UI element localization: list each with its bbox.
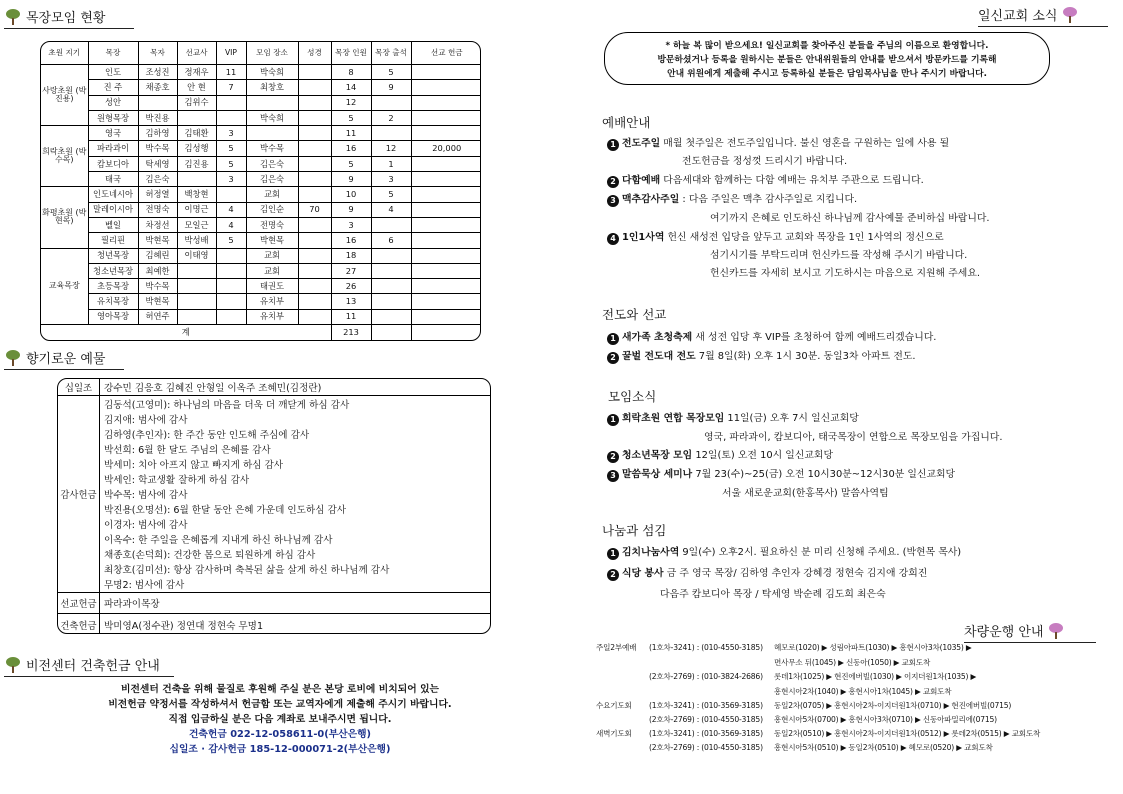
news-section-header <box>978 5 1108 24</box>
table-cell <box>411 279 481 294</box>
table-row <box>41 202 481 217</box>
table-cell <box>298 294 331 309</box>
worship-item-3-sub: 여기까지 은혜로 인도하신 하나님께 감사예물 준비하십 바랍니다. <box>710 213 990 224</box>
table-cell: 김은숙 <box>246 172 298 187</box>
vision-title: 비전센터 건축헌금 안내 <box>26 659 160 674</box>
table-cell: 유치부 <box>246 294 298 309</box>
table-row <box>41 95 481 110</box>
table-cell <box>411 233 481 248</box>
vehicle-service: 수요기도회 <box>596 701 632 710</box>
thanks-line: 박수목: 범사에 감사 <box>104 490 188 501</box>
thanks-line: 박세미: 치아 아프지 않고 빠지게 하심 감사 <box>104 460 284 471</box>
column-header: 목장 인원 <box>331 42 371 64</box>
total-empty-cell <box>371 324 411 340</box>
vehicle-section-header <box>964 621 1096 640</box>
column-header: 초원 지기 <box>41 42 88 64</box>
table-cell <box>411 217 481 232</box>
table-cell: 20,000 <box>411 141 481 156</box>
table-cell: 전명숙 <box>246 217 298 232</box>
table-cell: 김성행 <box>177 141 216 156</box>
table-cell: 3 <box>216 172 246 187</box>
table-cell <box>177 309 216 324</box>
table-cell: 5 <box>216 233 246 248</box>
table-cell: 초등목장 <box>88 279 138 294</box>
table-cell <box>177 279 216 294</box>
tithe-row <box>58 379 490 396</box>
table-cell: 11 <box>216 64 246 79</box>
table-cell <box>246 126 298 141</box>
vehicle-route: 롯데1차(1025) ▶ 현진에버빌(1030) ▶ 이지더원1차(1035) ▶ <box>774 672 977 681</box>
tithe-names: 강수민 김응호 김혜진 안형일 이옥주 조혜민(김정란) <box>104 383 322 394</box>
vehicle-route: 흥현시아5차(0510) ▶ 동일2차(0510) ▶ 혜모로(0520) ▶ 교회도착 <box>774 743 993 752</box>
table-cell: 차정선 <box>138 217 177 232</box>
table-cell <box>371 248 411 263</box>
table-row <box>41 156 481 171</box>
worship-item-1: 1 전도주일 매월 첫주일은 전도주일입니다. 불신 영혼을 구원하는 일에 사용 될 <box>607 135 949 151</box>
table-cell: 필리핀 <box>88 233 138 248</box>
vehicle-service: 새벽기도회 <box>596 729 632 738</box>
column-header: VIP <box>216 42 246 64</box>
table-cell: 1 <box>371 156 411 171</box>
table-cell: 안 현 <box>177 80 216 95</box>
group-name-cell: 희락초원 (박수목) <box>41 126 88 187</box>
table-cell: 모일근 <box>177 217 216 232</box>
table-cell: 교회 <box>246 248 298 263</box>
vehicle-route: 동일2차(0705) ▶ 흥현시아2차-이지더원1차(0710) ▶ 현진에버빌(0715) <box>774 701 1012 710</box>
vehicle-bus-phone: (2호차-2769) : (010-4550-3185) <box>649 743 763 752</box>
table-cell: 태권도 <box>246 279 298 294</box>
table-cell: 청소년목장 <box>88 263 138 278</box>
table-cell: 김은숙 <box>138 172 177 187</box>
tree-icon <box>4 657 22 673</box>
table-cell: 4 <box>216 217 246 232</box>
table-cell: 5 <box>331 110 371 125</box>
table-cell <box>246 95 298 110</box>
welcome-notice <box>604 32 1050 85</box>
share-title: 나눔과 섬김 <box>602 523 667 538</box>
building-label: 건축헌금 <box>58 614 100 634</box>
table-cell: 영아목장 <box>88 309 138 324</box>
vision-text <box>0 682 560 757</box>
vision-account-tithe: 십일조 · 감사헌금 185-12-000071-2(부산은행) <box>169 744 391 755</box>
table-row <box>41 126 481 141</box>
share-item-1: 1 김치나눔사역 9일(수) 오후2시. 필요하신 분 미리 신청해 주세요. (박현목 목사) <box>607 544 961 560</box>
tithe-label: 십일조 <box>58 379 100 395</box>
table-cell: 파라과이 <box>88 141 138 156</box>
table-cell <box>298 156 331 171</box>
table-cell <box>177 294 216 309</box>
thanks-row <box>58 396 490 593</box>
table-cell <box>371 279 411 294</box>
table-cell <box>216 187 246 202</box>
table-cell <box>216 309 246 324</box>
table-cell: 성안 <box>88 95 138 110</box>
share-item-2-sub: 다음주 캄보디아 목장 / 탁세영 박순례 김도희 최은숙 <box>660 589 886 600</box>
table-cell: 박현목 <box>246 233 298 248</box>
worship-item-2: 2 다함예배 다음세대와 함께하는 다함 예배는 유치부 주관으로 드립니다. <box>607 172 924 188</box>
table-cell: 정재우 <box>177 64 216 79</box>
column-header: 선교 헌금 <box>411 42 481 64</box>
table-cell <box>411 263 481 278</box>
table-cell: 박현목 <box>138 294 177 309</box>
table-cell: 3 <box>331 217 371 232</box>
table-cell: 진 주 <box>88 80 138 95</box>
table-cell: 최창호 <box>246 80 298 95</box>
table-cell <box>411 202 481 217</box>
table-cell: 박숙희 <box>246 110 298 125</box>
meet-title: 모임소식 <box>608 389 657 404</box>
worship-item-3: 3 맥추감사주일 : 다음 주일은 맥추 감사주일로 지킵니다. <box>607 191 857 207</box>
thanks-line: 이옥수: 한 주일을 은혜롭게 지내게 하신 하나님께 감사 <box>104 535 333 546</box>
mokjang-table <box>41 42 481 340</box>
table-cell: 태국 <box>88 172 138 187</box>
thanks-label: 감사헌금 <box>58 396 100 592</box>
table-cell: 허정열 <box>138 187 177 202</box>
table-cell: 18 <box>331 248 371 263</box>
total-value: 213 <box>331 324 371 340</box>
table-cell: 전명숙 <box>138 202 177 217</box>
column-header: 모임 장소 <box>246 42 298 64</box>
table-cell <box>298 80 331 95</box>
table-cell: 인도 <box>88 64 138 79</box>
table-row <box>41 279 481 294</box>
table-cell <box>411 110 481 125</box>
table-cell: 박수목 <box>246 141 298 156</box>
vehicle-service: 주일2부예배 <box>596 643 637 652</box>
table-cell: 5 <box>331 156 371 171</box>
column-header: 선교사 <box>177 42 216 64</box>
notice-line: 안내 위원에게 제출해 주시고 등록하실 분들은 담임목사님을 만나 주시기 바랍니다. <box>667 69 987 79</box>
table-cell <box>411 80 481 95</box>
table-cell: 인도네시아 <box>88 187 138 202</box>
column-header: 목장 출석 <box>371 42 411 64</box>
thanks-lines <box>100 396 490 592</box>
meet-item-1: 1 희락초원 연합 목장모임 11일(금) 오후 7시 일신교회당 <box>607 410 859 426</box>
news-title: 일신교회 소식 <box>978 9 1058 24</box>
column-header: 성경 <box>298 42 331 64</box>
vision-line: 직접 입금하실 분은 다음 계좌로 보내주시면 됩니다. <box>168 714 392 725</box>
table-cell: 3 <box>371 172 411 187</box>
table-cell <box>216 95 246 110</box>
table-cell: 유치목장 <box>88 294 138 309</box>
vehicle-bus-phone: (1호차-3241) : (010-3569-3185) <box>649 701 763 710</box>
table-cell: 김하영 <box>138 126 177 141</box>
table-cell: 영국 <box>88 126 138 141</box>
table-cell <box>411 294 481 309</box>
notice-line: 방문하셨거나 등록을 원하시는 분들은 안내위원들의 안내를 받으셔서 방문카드를 기록해 <box>657 55 997 65</box>
table-cell: 김은숙 <box>246 156 298 171</box>
table-cell: 13 <box>331 294 371 309</box>
table-cell: 백창현 <box>177 187 216 202</box>
vision-line: 비전헌금 약정서를 작성하셔서 헌금함 또는 교역자에게 제출해 주시기 바랍니다. <box>108 699 452 710</box>
table-cell: 16 <box>331 141 371 156</box>
table-cell: 박수목 <box>138 141 177 156</box>
table-cell: 10 <box>331 187 371 202</box>
table-cell: 김진용 <box>177 156 216 171</box>
vehicle-route: 흥현시아2차(1040) ▶ 흥현시아1차(1045) ▶ 교회도착 <box>774 687 952 696</box>
table-row <box>41 172 481 187</box>
table-cell <box>177 172 216 187</box>
tree-icon <box>4 350 22 366</box>
table-cell <box>298 279 331 294</box>
table-row <box>41 263 481 278</box>
meet-item-2: 2 청소년목장 모임 12일(토) 오전 10시 일신교회당 <box>607 447 833 463</box>
table-cell: 8 <box>331 64 371 79</box>
table-cell <box>371 263 411 278</box>
table-cell: 11 <box>331 309 371 324</box>
column-header: 목자 <box>138 42 177 64</box>
worship-item-4-sub1: 섬기시기를 부탁드리며 헌신카드를 작성해 주시기 바랍니다. <box>710 250 968 261</box>
thanks-line: 무명2: 범사에 감사 <box>104 580 185 591</box>
table-cell <box>298 172 331 187</box>
table-cell <box>411 172 481 187</box>
table-cell: 5 <box>216 141 246 156</box>
table-cell <box>298 309 331 324</box>
table-cell <box>298 248 331 263</box>
table-cell: 유치부 <box>246 309 298 324</box>
table-cell <box>371 217 411 232</box>
meet-item-1-sub: 영국, 파라과이, 캄보디아, 태국목장이 연합으로 목장모임을 가집니다. <box>704 432 1003 443</box>
group-name-cell: 화평초원 (박현목) <box>41 187 88 248</box>
mission-row <box>58 593 490 614</box>
table-cell: 14 <box>331 80 371 95</box>
table-cell <box>298 263 331 278</box>
table-cell: 벨일 <box>88 217 138 232</box>
table-cell: 조성진 <box>138 64 177 79</box>
building-row <box>58 614 490 634</box>
table-cell: 이명근 <box>177 202 216 217</box>
table-cell <box>216 110 246 125</box>
table-cell <box>298 126 331 141</box>
thanks-line: 김동석(고영미): 하나님의 마음을 더욱 더 깨닫게 하심 감사 <box>104 400 350 411</box>
table-cell: 교회 <box>246 263 298 278</box>
tree-icon <box>4 9 22 25</box>
vision-line: 비전센터 건축을 위해 물질로 후원해 주실 분은 본당 로비에 비치되어 있는 <box>120 684 440 695</box>
table-row <box>41 110 481 125</box>
vehicle-bus-phone: (1호차-3241) : (010-4550-3185) <box>649 643 763 652</box>
table-cell: 7 <box>216 80 246 95</box>
thanks-title: 향기로운 예물 <box>26 352 106 367</box>
table-cell: 9 <box>331 172 371 187</box>
table-cell <box>216 263 246 278</box>
table-cell: 12 <box>331 95 371 110</box>
total-row <box>41 324 481 340</box>
table-cell: 70 <box>298 202 331 217</box>
table-row <box>41 64 481 79</box>
table-cell: 김위수 <box>177 95 216 110</box>
table-cell: 김혜린 <box>138 248 177 263</box>
vehicle-route: 면사무소 뒤(1045) ▶ 신동아(1050) ▶ 교회도착 <box>774 658 931 667</box>
column-header: 목장 <box>88 42 138 64</box>
evangel-title: 전도와 선교 <box>602 307 667 322</box>
group-name-cell: 교육목장 <box>41 248 88 324</box>
meet-item-3-sub: 서울 새로운교회(한홍목사) 말씀사역팀 <box>722 488 889 499</box>
table-cell: 최예한 <box>138 263 177 278</box>
table-row <box>41 80 481 95</box>
tree-icon <box>1047 623 1065 639</box>
mission-value: 파라과이목장 <box>104 599 160 610</box>
table-cell: 원형목장 <box>88 110 138 125</box>
total-label: 계 <box>41 324 331 340</box>
thanks-line: 최창호(김미선): 항상 감사하며 축복된 삶을 살게 하신 하나님께 감사 <box>104 565 390 576</box>
table-cell: 청년목장 <box>88 248 138 263</box>
table-cell: 27 <box>331 263 371 278</box>
table-cell <box>216 294 246 309</box>
worship-item-1-sub: 전도헌금을 정성껏 드리시기 바랍니다. <box>682 156 848 167</box>
mokjang-title: 목장모임 현황 <box>26 11 106 26</box>
evangel-item-2: 2 꿀벌 전도대 전도 7월 8일(화) 오후 1시 30분. 동일3차 아파트 전도. <box>607 348 916 364</box>
table-cell: 2 <box>371 110 411 125</box>
table-cell: 말레이시아 <box>88 202 138 217</box>
vision-section-header <box>4 655 174 674</box>
thanks-line: 이경자: 범사에 감사 <box>104 520 188 531</box>
table-cell <box>411 248 481 263</box>
table-cell: 채종호 <box>138 80 177 95</box>
table-cell: 16 <box>331 233 371 248</box>
worship-item-4-sub2: 헌신카드를 자세히 보시고 기도하시는 마음으로 지원해 주세요. <box>710 268 980 279</box>
mission-label: 선교헌금 <box>58 593 100 613</box>
notice-line: * 하늘 복 많이 받으세요! 일신교회를 찾아주신 분들을 주님의 이름으로 환영합니다. <box>665 41 989 51</box>
vehicle-bus-phone: (2호차-2769) : (010-3824-2686) <box>649 672 763 681</box>
table-row <box>41 294 481 309</box>
evangel-item-1: 1 새가족 초청축제 새 성전 입당 후 VIP를 초청하여 함께 예배드리겠습니다. <box>607 329 936 345</box>
table-cell: 11 <box>331 126 371 141</box>
table-row <box>41 187 481 202</box>
table-cell <box>411 95 481 110</box>
vehicle-route: 동일2차(0510) ▶ 흥현시아2차-이지더원1차(0512) ▶ 롯데2차(0515) ▶ 교회도착 <box>774 729 1041 738</box>
thanks-section-header <box>4 348 124 367</box>
table-cell <box>216 279 246 294</box>
table-cell: 탁세영 <box>138 156 177 171</box>
table-cell: 허연주 <box>138 309 177 324</box>
table-cell <box>298 233 331 248</box>
vehicle-route: 흥현시아5차(0700) ▶ 흥현시아3차(0710) ▶ 신동아파밀리에(0715) <box>774 715 997 724</box>
worship-title: 예배안내 <box>602 115 651 130</box>
table-cell: 박수목 <box>138 279 177 294</box>
table-cell: 김인순 <box>246 202 298 217</box>
building-value: 박미영A(정수관) 정연대 정현숙 무명1 <box>104 620 264 632</box>
thanks-line: 김지애: 범사에 감사 <box>104 415 188 426</box>
table-cell: 9 <box>331 202 371 217</box>
table-cell <box>371 294 411 309</box>
table-cell <box>411 156 481 171</box>
table-cell: 5 <box>371 64 411 79</box>
mokjang-table-box <box>40 41 481 341</box>
table-row <box>41 309 481 324</box>
table-cell <box>298 187 331 202</box>
table-cell: 김태환 <box>177 126 216 141</box>
vehicle-bus-phone: (1호차-3241) : (010-3569-3185) <box>649 729 763 738</box>
table-cell: 12 <box>371 141 411 156</box>
total-empty-cell <box>411 324 481 340</box>
meet-item-3: 3 말씀묵상 세미나 7월 23(수)~25(금) 오전 10시30분~12시30분 일신교회당 <box>607 466 955 482</box>
vehicle-title: 차량운행 안내 <box>964 625 1044 640</box>
thanks-line: 박선희: 6월 한 달도 주님의 은혜를 감사 <box>104 445 271 456</box>
table-row <box>41 248 481 263</box>
table-cell <box>216 248 246 263</box>
table-cell: 박성배 <box>177 233 216 248</box>
table-cell: 4 <box>371 202 411 217</box>
vision-account-building: 건축헌금 022-12-058611-0(부산은행) <box>188 729 372 740</box>
table-cell: 4 <box>216 202 246 217</box>
table-cell <box>371 95 411 110</box>
worship-item-4: 4 1인1사역 헌신 새성전 입당을 앞두고 교회와 목장을 1인 1사역의 정신으로 <box>607 229 944 245</box>
table-cell <box>298 217 331 232</box>
table-cell: 6 <box>371 233 411 248</box>
table-cell: 이태영 <box>177 248 216 263</box>
offerings-box <box>57 378 491 634</box>
table-cell: 3 <box>216 126 246 141</box>
table-cell <box>177 110 216 125</box>
thanks-line: 박진용(오명선): 6월 한달 동안 은혜 가운데 인도하심 감사 <box>104 505 347 516</box>
table-cell <box>138 95 177 110</box>
table-cell: 박현목 <box>138 233 177 248</box>
table-cell <box>298 110 331 125</box>
table-cell: 9 <box>371 80 411 95</box>
table-row <box>41 217 481 232</box>
table-cell <box>177 263 216 278</box>
group-name-cell: 사랑초원 (박진용) <box>41 64 88 125</box>
vehicle-bus-phone: (2호차-2769) : (010-4550-3185) <box>649 715 763 724</box>
table-row <box>41 233 481 248</box>
table-cell: 5 <box>216 156 246 171</box>
table-cell: 박진용 <box>138 110 177 125</box>
table-cell <box>298 64 331 79</box>
table-cell <box>411 64 481 79</box>
table-cell: 박숙희 <box>246 64 298 79</box>
table-header-row <box>41 42 481 64</box>
vehicle-route: 혜모로(1020) ▶ 성림아파트(1030) ▶ 흥현시아3차(1035) ▶ <box>774 643 972 652</box>
table-cell <box>371 309 411 324</box>
thanks-line: 채종호(손덕희): 건강한 몸으로 퇴원하게 하심 감사 <box>104 550 316 561</box>
table-cell: 26 <box>331 279 371 294</box>
mokjang-section-header <box>4 7 134 26</box>
table-cell <box>298 141 331 156</box>
table-cell <box>411 309 481 324</box>
table-cell <box>371 126 411 141</box>
table-cell: 교회 <box>246 187 298 202</box>
thanks-line: 박세인: 학교생활 잘하게 하심 감사 <box>104 475 250 486</box>
tree-icon <box>1061 7 1079 23</box>
share-item-2: 2 식당 봉사 금 주 영국 목장/ 김하영 추인자 강혜경 정현숙 김지애 강희진 <box>607 565 927 581</box>
table-cell <box>411 187 481 202</box>
table-cell <box>298 95 331 110</box>
table-cell: 캄보디아 <box>88 156 138 171</box>
table-row <box>41 141 481 156</box>
thanks-line: 김하영(추인자): 한 주간 동안 인도해 주심에 감사 <box>104 430 310 441</box>
table-cell <box>411 126 481 141</box>
table-cell: 5 <box>371 187 411 202</box>
